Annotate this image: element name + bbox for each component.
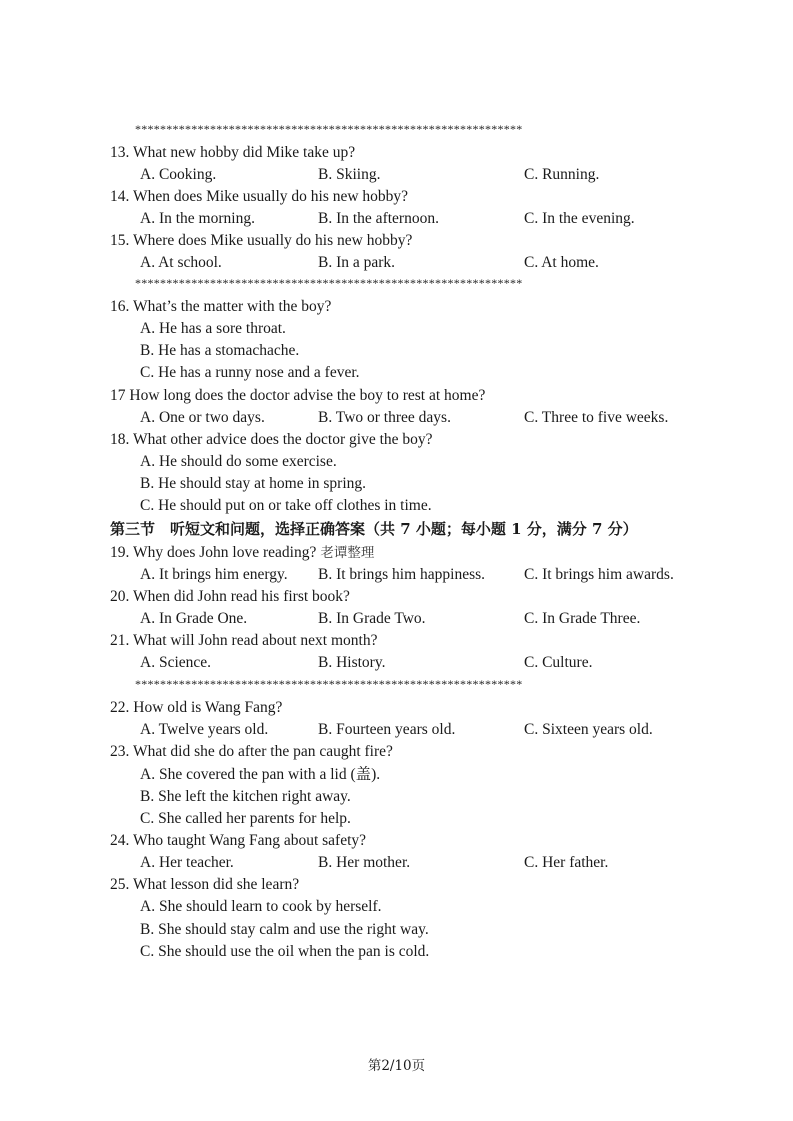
question-19 <box>110 543 374 563</box>
question-14: 14. When does Mike usually do his new hobby? <box>110 188 409 205</box>
q23-option-c: C. She called her parents for help. <box>140 810 351 827</box>
q17-option-a: A. One or two days. <box>140 409 265 426</box>
question-19-note: 老谭整理 <box>320 545 375 561</box>
q19-option-b: B. It brings him happiness. <box>318 566 486 583</box>
question-19-text: 19. Why does John love reading? <box>110 544 317 561</box>
section-3-heading: 第三节 听短文和问题，选择正确答案（共 7 小题；每小题 1 分，满分 7 分） <box>110 520 638 538</box>
q20-option-a: A. In Grade One. <box>140 610 248 627</box>
separator: ************************************************************** <box>135 677 523 691</box>
q16-option-c: C. He has a runny nose and a fever. <box>140 364 360 381</box>
q13-option-b: B. Skiing. <box>318 166 381 183</box>
q19-option-c: C. It brings him awards. <box>524 566 674 583</box>
q16-option-b: B. He has a stomachache. <box>140 342 300 359</box>
q13-option-a: A. Cooking. <box>140 166 217 183</box>
question-21: 21. What will John read about next month? <box>110 632 378 649</box>
q20-option-c: C. In Grade Three. <box>524 610 641 627</box>
question-17: 17 How long does the doctor advise the boy to rest at home? <box>110 387 486 404</box>
page-number: 第2/10页 <box>367 1058 426 1074</box>
q21-option-a: A. Science. <box>140 654 212 671</box>
q24-option-a: A. Her teacher. <box>140 854 234 871</box>
q22-option-c: C. Sixteen years old. <box>524 721 653 738</box>
question-25: 25. What lesson did she learn? <box>110 876 300 893</box>
q22-option-b: B. Fourteen years old. <box>318 721 456 738</box>
q15-option-c: C. At home. <box>524 254 599 271</box>
q23-option-a: A. She covered the pan with a lid (盖). <box>140 766 381 783</box>
q21-option-c: C. Culture. <box>524 654 593 671</box>
q25-option-b: B. She should stay calm and use the right way. <box>140 921 429 938</box>
q18-option-b: B. He should stay at home in spring. <box>140 475 367 492</box>
q25-option-a: A. She should learn to cook by herself. <box>140 898 382 915</box>
question-16: 16. What’s the matter with the boy? <box>110 298 332 315</box>
q19-option-a: A. It brings him energy. <box>140 566 288 583</box>
question-22: 22. How old is Wang Fang? <box>110 699 283 716</box>
separator: ************************************************************** <box>135 122 523 136</box>
q16-option-a: A. He has a sore throat. <box>140 320 286 337</box>
q13-option-c: C. Running. <box>524 166 600 183</box>
q17-option-c: C. Three to five weeks. <box>524 409 669 426</box>
question-24: 24. Who taught Wang Fang about safety? <box>110 832 367 849</box>
q15-option-b: B. In a park. <box>318 254 396 271</box>
q14-option-a: A. In the morning. <box>140 210 255 227</box>
q24-option-b: B. Her mother. <box>318 854 411 871</box>
q22-option-a: A. Twelve years old. <box>140 721 269 738</box>
question-15: 15. Where does Mike usually do his new hobby? <box>110 232 413 249</box>
q25-option-c: C. She should use the oil when the pan is cold. <box>140 943 430 960</box>
q14-option-b: B. In the afternoon. <box>318 210 439 227</box>
q20-option-b: B. In Grade Two. <box>318 610 426 627</box>
question-20: 20. When did John read his first book? <box>110 588 350 605</box>
q23-option-b: B. She left the kitchen right away. <box>140 788 351 805</box>
separator: ************************************************************** <box>135 276 523 290</box>
question-13: 13. What new hobby did Mike take up? <box>110 144 356 161</box>
question-18: 18. What other advice does the doctor give the boy? <box>110 431 433 448</box>
q21-option-b: B. History. <box>318 654 386 671</box>
q17-option-b: B. Two or three days. <box>318 409 451 426</box>
q18-option-a: A. He should do some exercise. <box>140 453 337 470</box>
q15-option-a: A. At school. <box>140 254 222 271</box>
q18-option-c: C. He should put on or take off clothes in time. <box>140 497 432 514</box>
question-23: 23. What did she do after the pan caught fire? <box>110 743 393 760</box>
q14-option-c: C. In the evening. <box>524 210 635 227</box>
q24-option-c: C. Her father. <box>524 854 609 871</box>
